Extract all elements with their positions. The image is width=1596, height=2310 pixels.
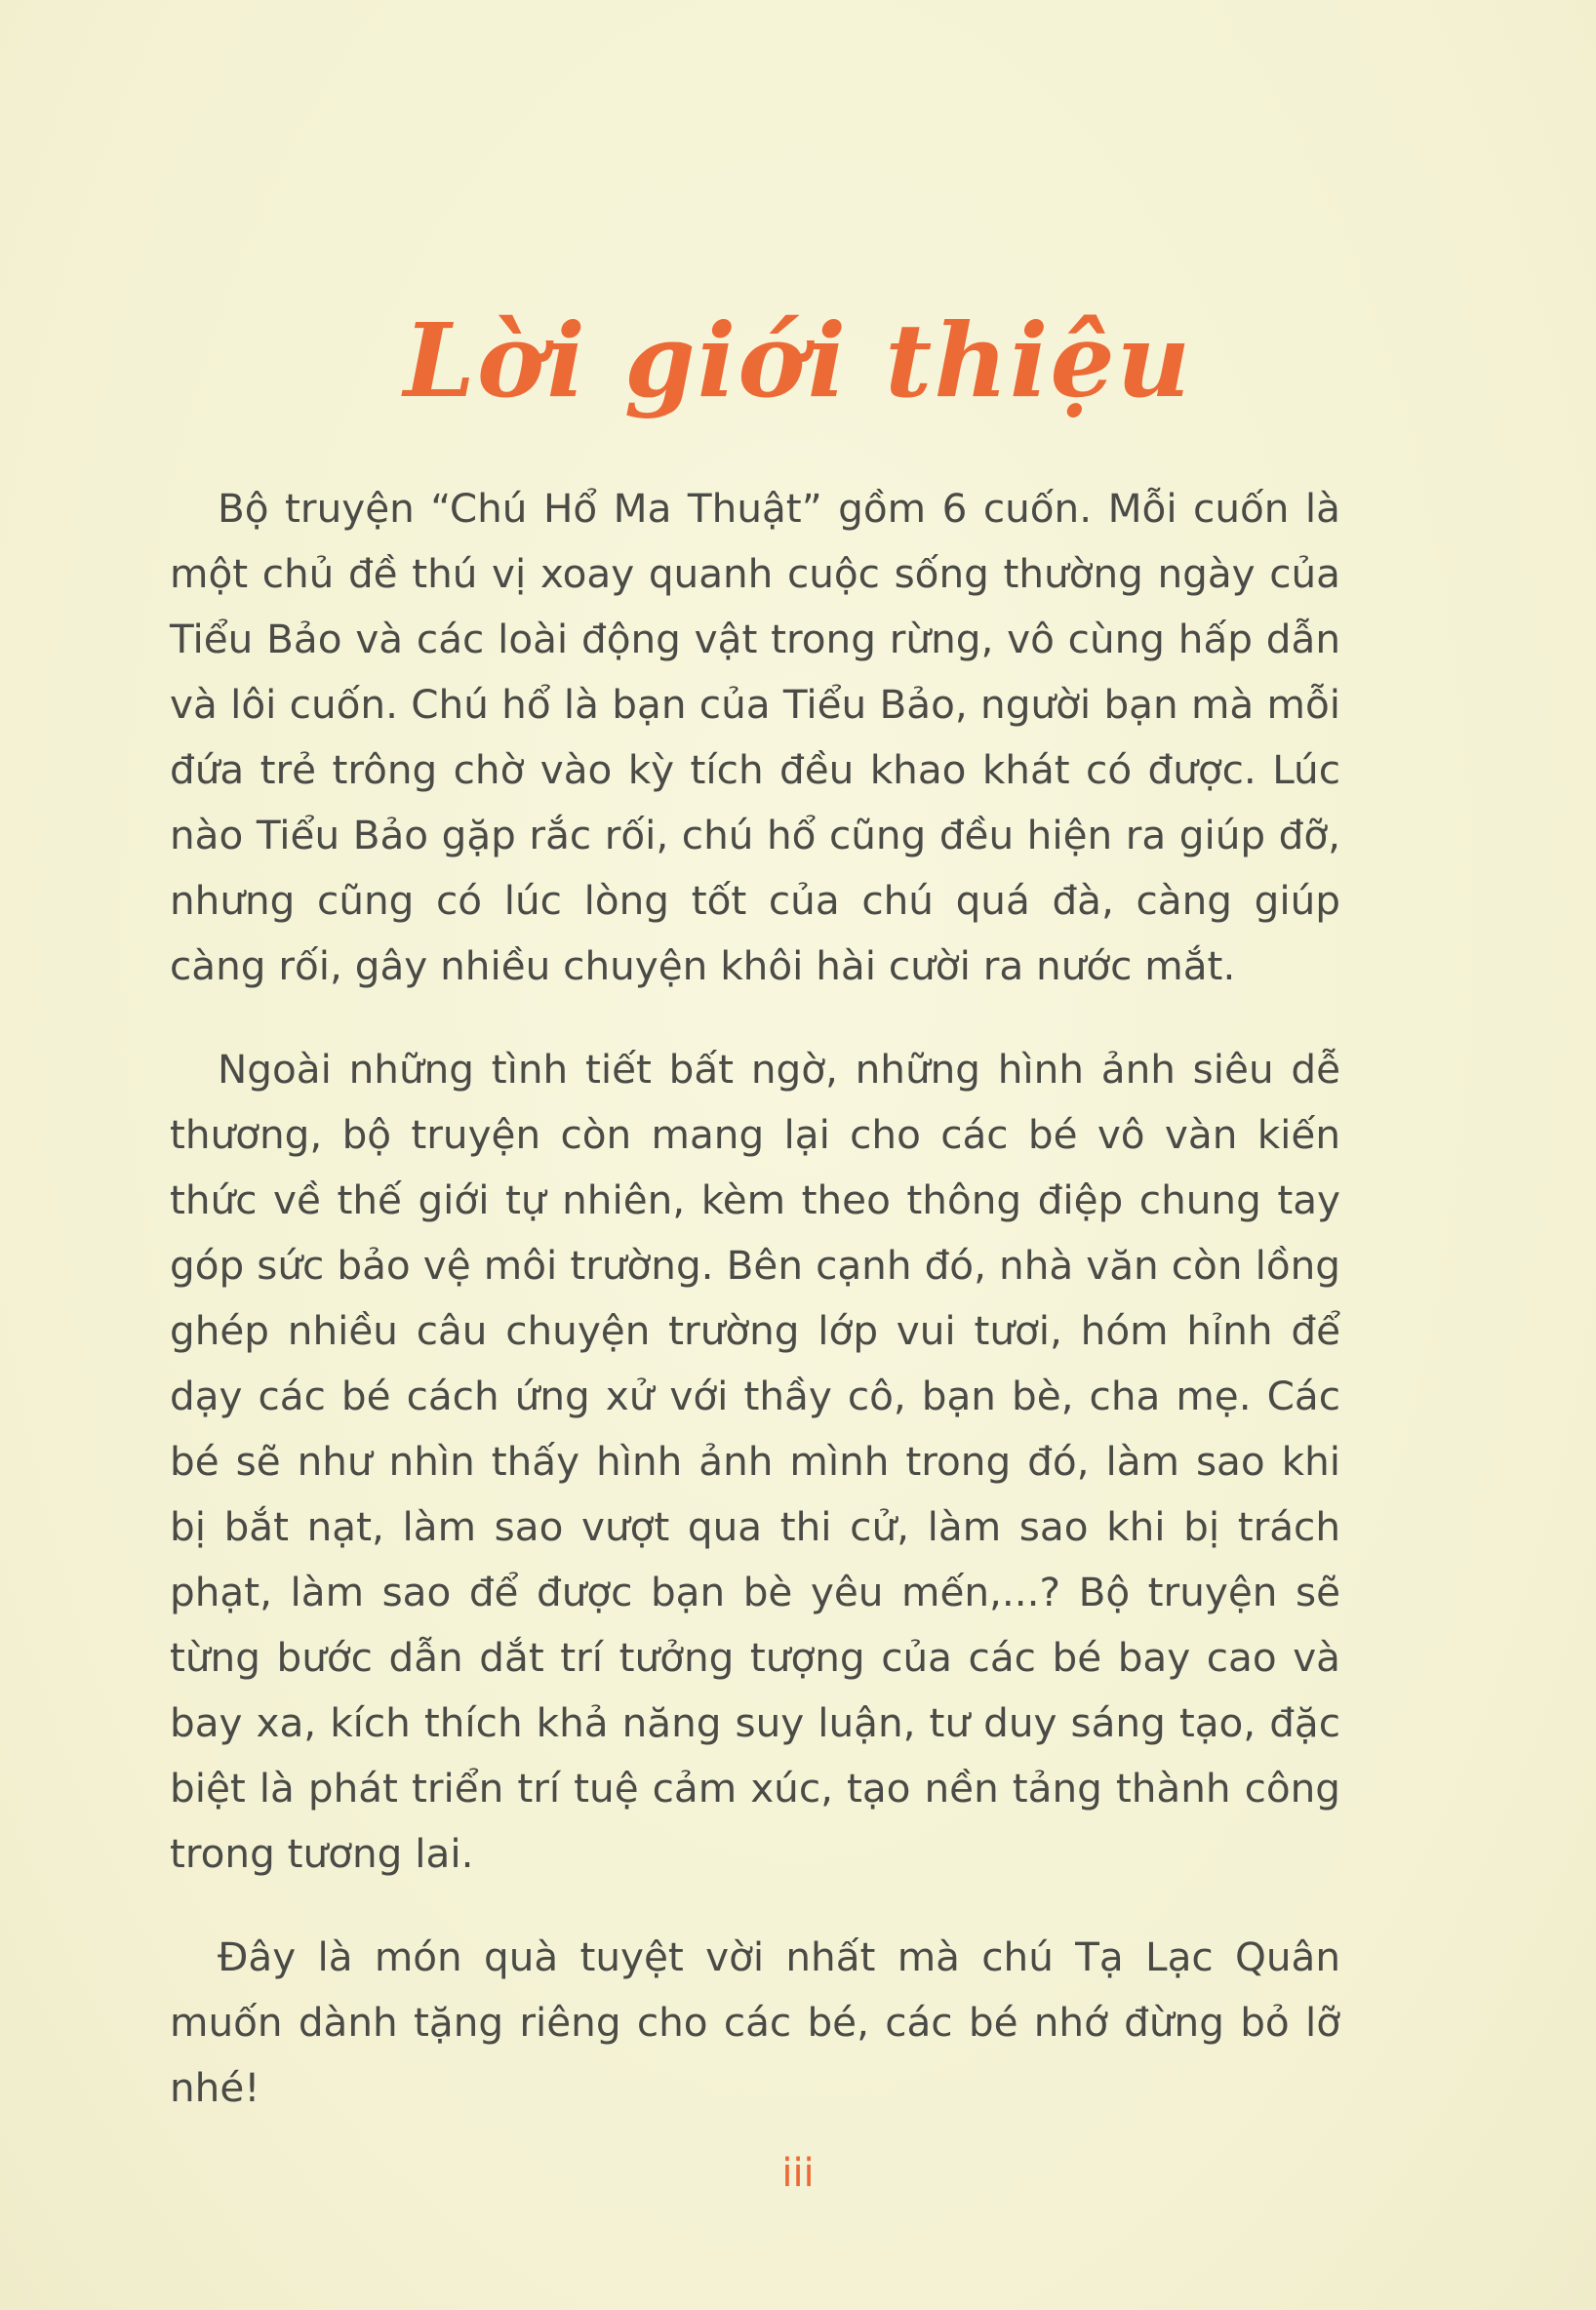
paragraph-2: Ngoài những tình tiết bất ngờ, những hình ảnh siêu dễ thương, bộ truyện còn mang lại cho các bé vô vàn kiến thức về thế giới tự nhiên, kèm theo thông điệp chung tay góp sức bảo vệ môi trường. Bên cạnh đó, nhà văn còn lồng ghép nhiều câu chuyện trường lớp vui tươi, hóm hỉnh để dạy các bé cách ứng xử với thầy cô, bạn bè, cha mẹ. Các bé sẽ như nhìn thấy hình ảnh mình trong đó, làm sao khi bị bắt nạt, làm sao vượt qua thi cử, làm sao khi bị trách phạt, làm sao để được bạn bè yêu mến,...? Bộ truyện sẽ từng bước dẫn dắt trí tưởng tượng của các bé bay cao và bay xa, kích thích khả năng suy luận, tư duy sáng tạo, đặc biệt là phát triển trí tuệ cảm xúc, tạo nền tảng thành công trong tương lai. [170, 1046, 1340, 1877]
paragraph-1: Bộ truyện “Chú Hổ Ma Thuật” gồm 6 cuốn. Mỗi cuốn là một chủ đề thú vị xoay quanh cuộc sống thường ngày của Tiểu Bảo và các loài động vật trong rừng, vô cùng hấp dẫn và lôi cuốn. Chú hổ là bạn của Tiểu Bảo, người bạn mà mỗi đứa trẻ trông chờ vào kỳ tích đều khao khát có được. Lúc nào Tiểu Bảo gặp rắc rối, chú hổ cũng đều hiện ra giúp đỡ, nhưng cũng có lúc lòng tốt của chú quá đà, càng giúp càng rối, gây nhiều chuyện khôi hài cười ra nước mắt. [170, 485, 1340, 989]
page-number: iii [781, 2151, 815, 2196]
page-title: Lời giới thiệu [403, 299, 1193, 420]
paragraph-3: Đây là món quà tuyệt vời nhất mà chú Tạ Lạc Quân muốn dành tặng riêng cho các bé, các bé nhớ đừng bỏ lỡ nhé! [170, 1933, 1340, 2111]
body-text [170, 476, 1340, 2121]
